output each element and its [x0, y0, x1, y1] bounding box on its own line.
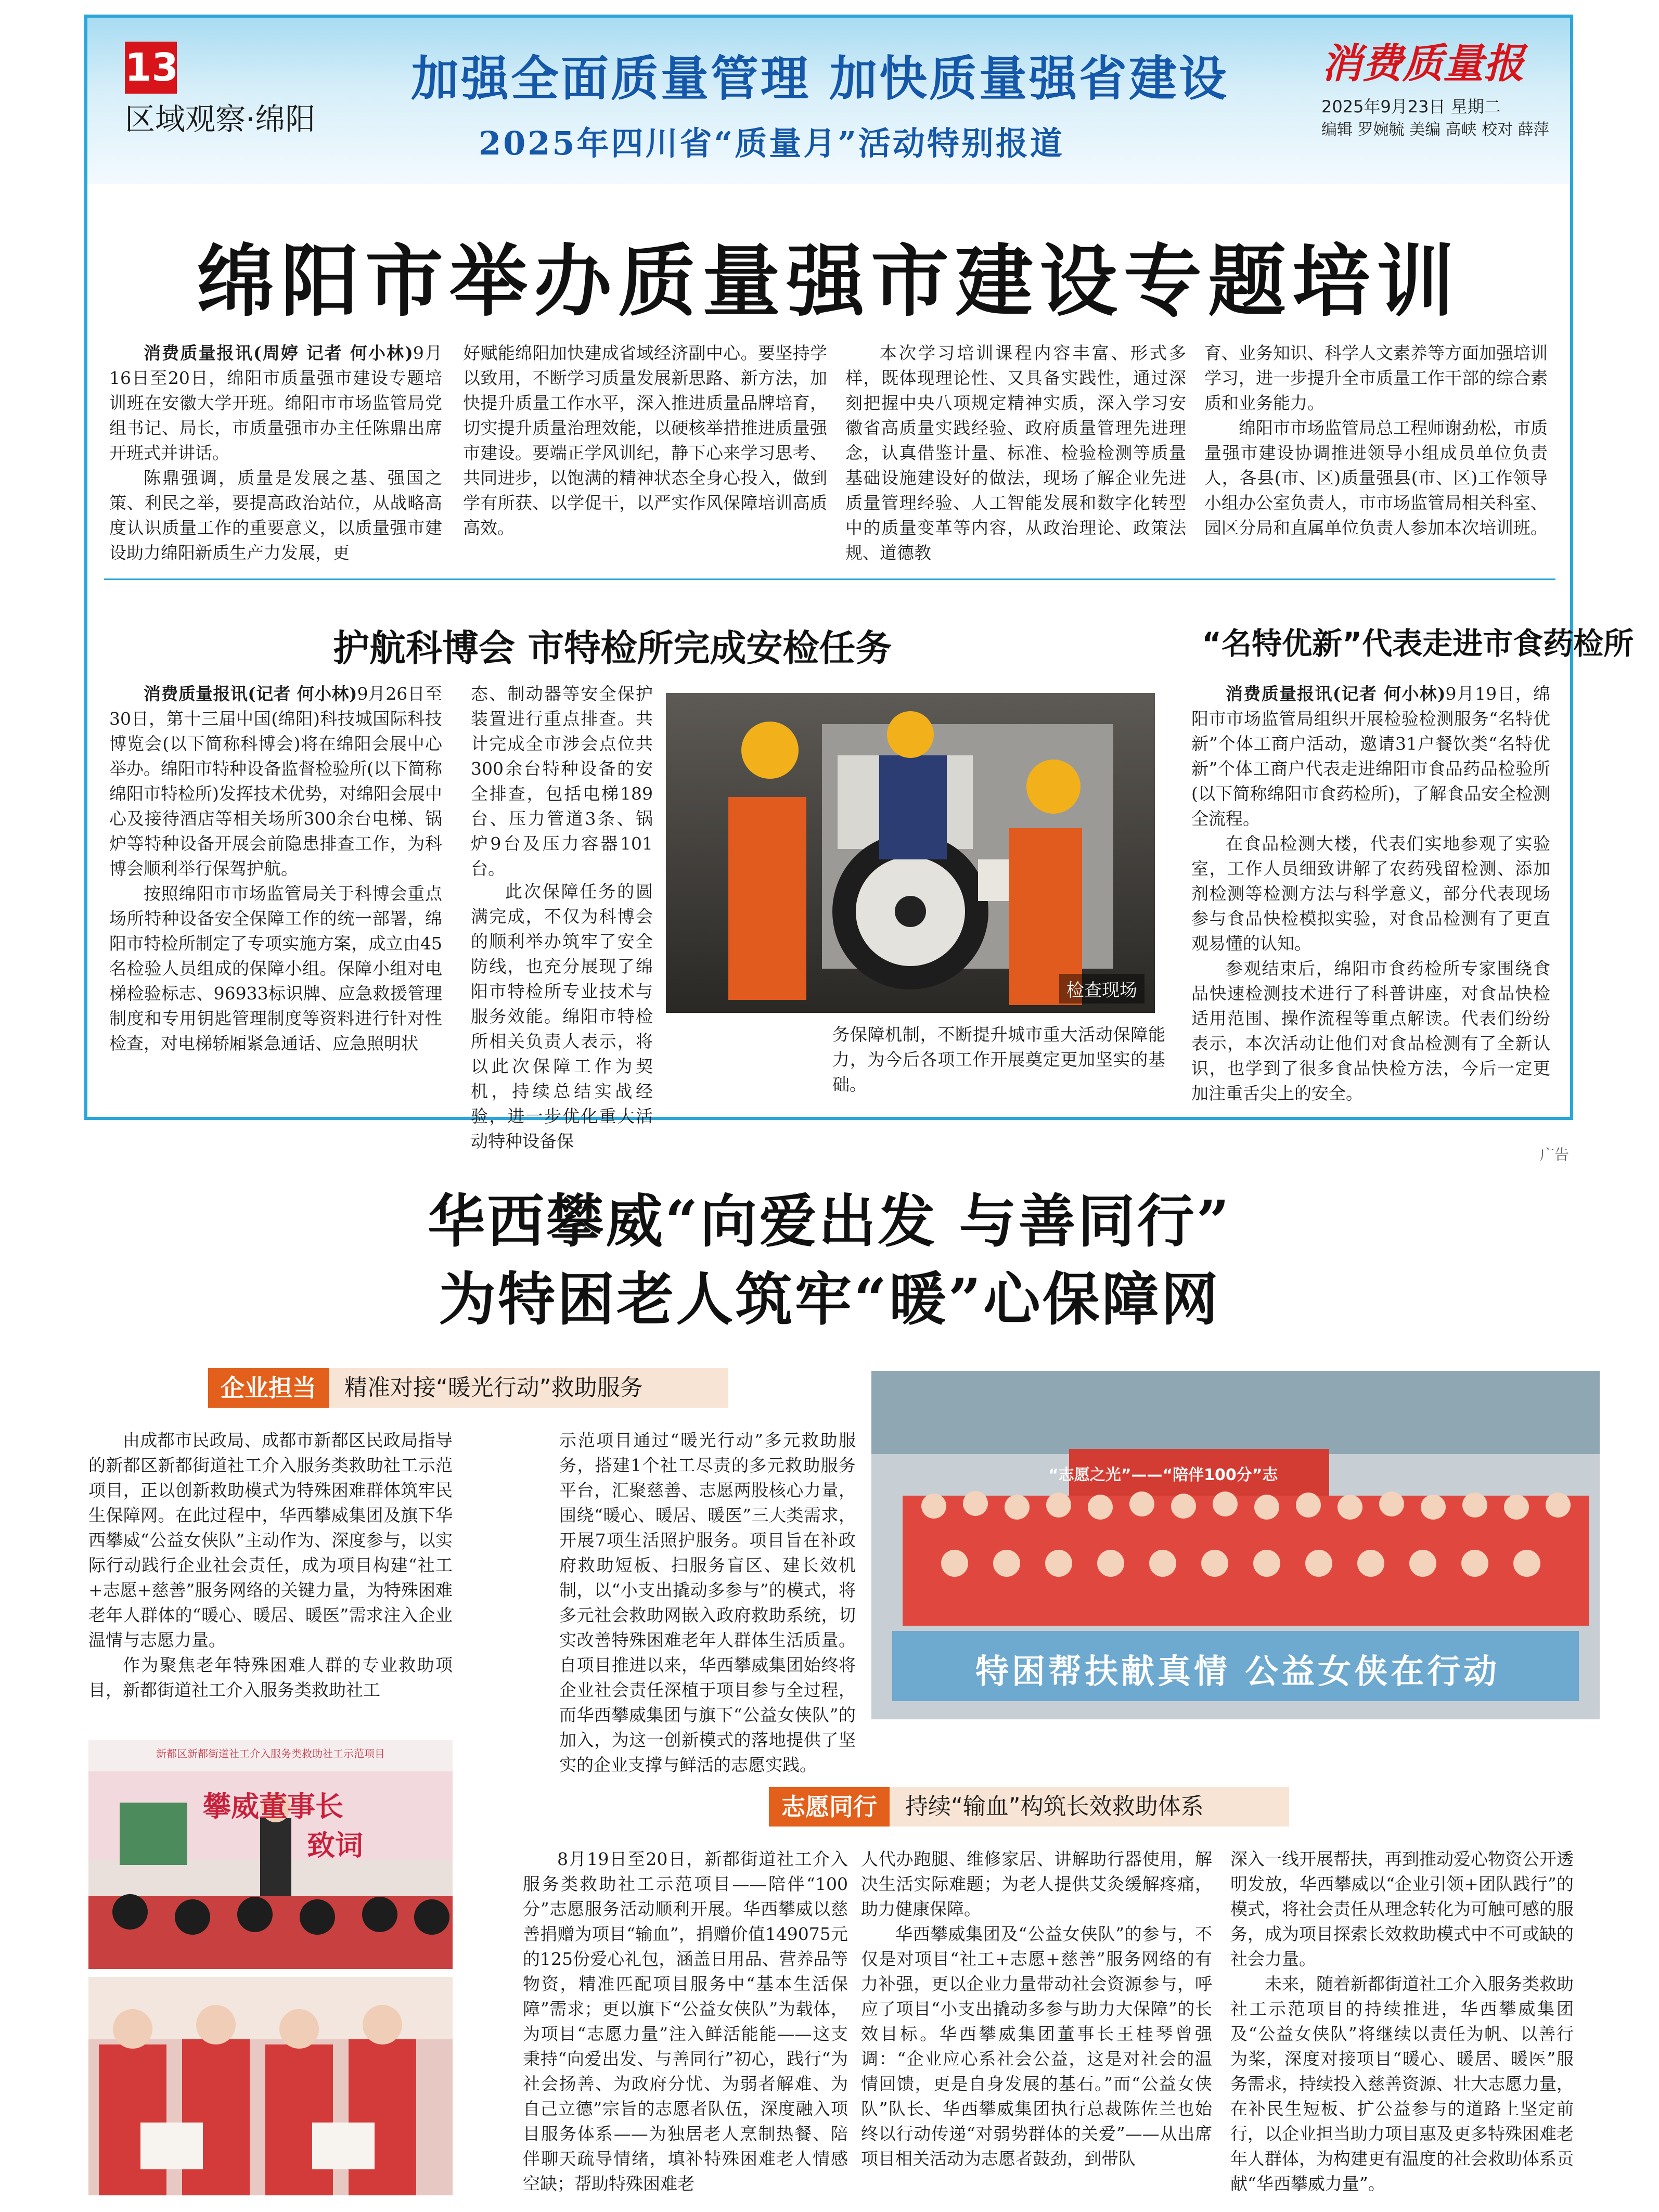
- article1-col2: [463, 341, 827, 541]
- ad-label: 广告: [1540, 1146, 1570, 1163]
- ad-section2-col2-p1: 人代办跑腿、维修家居、讲解助行器使用，解决生活实际难题；为老人提供艾灸缓解疼痛，助力健康保障。: [861, 1849, 1212, 1919]
- ad-section1-tag: 企业担当: [208, 1368, 329, 1408]
- speech-photo-header: 新都区新都街道社工介入服务类救助社工示范项目: [156, 1747, 385, 1760]
- article1-p2: 陈鼎强调，质量是发展之基、强国之策、利民之举，要提高政治站位，从战略高度认识质量工作的重要意义，以质量强市建设助力绵阳新质生产力发展，更: [109, 468, 442, 563]
- speech-photo-board-line1: 攀威董事长: [203, 1790, 343, 1823]
- ad-section2-col1-text: 8月19日至20日，新都街道社工介入服务类救助社工示范项目——陪伴“100分”志愿服务活动顺利开展。华西攀威以慈善捐赠为项目“输血”，捐赠价值149075元的125份爱心礼包，涵盖日用品、营养品等物资，精准匹配项目服务中“基本生活保障”需求；更以旗下“公益女侠队”为载体，为项目“志愿力量”注入鲜活能能——这支秉持“向爱出发、与善同行”初心，践行“为社会扬善、为政府分忧、为弱者解难、为自己立德”宗旨的志愿者队伍，深度融入项目服务体系——为独居老人烹制热餐、陪伴聊天疏导情绪，填补特殊困难老人情感空缺；帮助特殊困难老: [523, 1849, 848, 2194]
- article1-p1: 9月16日至20日，绵阳市质量强市建设专题培训班在安徽大学开班。绵阳市市场监管局党组书记、局长，市质量强市办主任陈鼎出席开班式并讲话。: [109, 343, 442, 463]
- article1-col4: [1204, 341, 1548, 541]
- brand-logo: 消费质量报: [1321, 41, 1525, 87]
- ad-section2-subtitle: 持续“输血”构筑长效救助体系: [890, 1787, 1289, 1827]
- article2-col3-text: 务保障机制，不断提升城市重大活动保障能力，为今后各项工作开展奠定更加坚实的基础。: [832, 1024, 1165, 1095]
- article1-title: 绵阳市举办质量强市建设专题培训: [196, 237, 1461, 327]
- ad-section2-header: [769, 1787, 1289, 1827]
- ad-title-line2: 为特困老人筑牢“暖”心保障网: [439, 1266, 1220, 1333]
- ad-section1-header: [208, 1368, 728, 1408]
- ad-section2-col1: [523, 1847, 848, 2196]
- volunteers-photo: [88, 1977, 453, 2195]
- ad-section2-col3-p1: 深入一线开展帮扶，再到推动爱心物资公开透明发放，华西攀威以“企业引领+团队践行”的模式，将社会责任从理念转化为可触可感的服务，成为项目探索长效救助模式中不可或缺的社会力量。: [1230, 1849, 1574, 1969]
- article2-lead: 消费质量报讯(记者 何小林): [144, 684, 357, 704]
- article3-lead: 消费质量报讯(记者 何小林): [1226, 684, 1446, 704]
- article3-col: [1191, 681, 1550, 1106]
- article2-col2-p2: 此次保障任务的圆满完成，不仅为科博会的顺利举办筑牢了安全防线，也充分展现了绵阳市特检所专业技术与服务效能。绵阳市特检所相关负责人表示，将以此次保障工作为契机，持续总结实战经验，进一步优化重大活动特种设备保: [471, 881, 653, 1151]
- inspection-photo-caption: 检查现场: [1059, 974, 1144, 1004]
- article1-col4-p1: 育、业务知识、科学人文素养等方面加强培训学习，进一步提升全市质量工作干部的综合素质和业务能力。: [1204, 343, 1548, 413]
- volunteers-photo-image: [88, 1977, 453, 2195]
- ad-section1-subtitle: 精准对接“暖光行动”救助服务: [329, 1368, 728, 1408]
- issue-date: 2025年9月23日 星期二: [1321, 97, 1501, 117]
- article1-col2-text: 好赋能绵阳加快建成省域经济副中心。要坚持学以致用，不断学习质量发展新思路、新方法，加快提升质量工作水平，深入推进质量品牌培育，切实提升质量治理效能，以硬核举措推进质量强市建设。要端正学风训纪，静下心来学习思考、共同进步，以饱满的精神状态全身心投入，做到学有所获、以学促干，以严实作风保障培训高质高效。: [463, 343, 827, 538]
- ad-section1-col1-p1: 由成都市民政局、成都市新都区民政局指导的新都区新都街道社工介入服务类救助社工示范项目，正以创新救助模式为特殊困难群体筑牢民生保障网。在此过程中，华西攀威集团及旗下华西攀威“公益女侠队”主动作为、深度参与，以实际行动践行企业社会责任，成为项目构建“社工+志愿+慈善”服务网络的关键力量，为特殊困难老年人群体的“暖心、暖居、暖医”需求注入企业温情与志愿力量。: [88, 1430, 453, 1650]
- ad-section1-col1: [88, 1428, 453, 1703]
- article2-p1: 9月26日至30日，第十三届中国(绵阳)科技城国际科技博览会(以下简称科博会)将在绵阳会展中心举办。绵阳市特种设备监督检验所(以下简称绵阳市特检所)发挥技术优势，对绵阳会展中心及接待酒店等相关场所300余台电梯、锅炉等特种设备开展会前隐患排查工作，为科博会顺利举行保驾护航。: [109, 684, 442, 879]
- ad-section1-col2-text: 示范项目通过“暖光行动”多元救助服务，搭建1个社工尽责的多元救助服务平台，汇聚慈善、志愿两股核心力量，围绕“暖心、暖居、暖医”三大类需求，开展7项生活照护服务。项目旨在补政府救助短板、扫服务盲区、建长效机制，以“小支出撬动多参与”的模式，将多元社会救助网嵌入政府救助系统，切实改善特殊困难老年人群体生活质量。自项目推进以来，华西攀威集团始终将企业社会责任深植于项目参与全过程，而华西攀威集团与旗下“公益女侠队”的加入，为这一创新模式的落地提供了坚实的企业支撑与鲜活的志愿实践。: [559, 1430, 856, 1775]
- ad-section2-col3: [1230, 1847, 1574, 2196]
- article2-col2-p1: 态、制动器等安全保护装置进行重点排查。共计完成全市涉会点位共300余台特种设备的安全排查，包括电梯189台、压力管道3条、锅炉9台及压力容器101台。: [471, 684, 653, 879]
- editors-credit: 编辑 罗婉毓 美编 高峡 校对 薛萍: [1321, 121, 1549, 139]
- article1-col3-text: 本次学习培训课程内容丰富、形式多样，既体现理论性、又具备实践性，通过深刻把握中央八项规定精神实质，深入学习安徽省高质量实践经验、政府质量管理先进理念，认真借鉴计量、标准、检验检测等质量基础设施建设好的做法，现场了解企业先进质量管理经验、人工智能发展和数字化转型中的质量变革等内容，从政治理论、政策法规、道德教: [845, 343, 1186, 563]
- article1-lead: 消费质量报讯(周婷 记者 何小林): [144, 343, 413, 363]
- article3-p3: 参观结束后，绵阳市食药检所专家围绕食品快速检测技术进行了科普讲座，对食品快检适用范围、操作流程等重点解读。代表们纷纷表示，本次活动让他们对食品检测有了全新认识，也学到了很多食品快检方法，今后一定更加注重舌尖上的安全。: [1191, 958, 1550, 1103]
- article2-col2: [471, 681, 653, 881]
- article1-col3: [845, 341, 1186, 565]
- article1-col4-p2: 绵阳市市场监管局总工程师谢劲松，市质量强市建设协调推进领导小组成员单位负责人，各县(市、区)质量强县(市、区)工作领导小组办公室负责人，市市场监管局相关科室、园区分局和直属单位负责人参加本次培训班。: [1204, 418, 1548, 538]
- header-headline: 加强全面质量管理 加快质量强省建设: [411, 51, 1229, 107]
- ad-title-line1: 华西攀威“向爱出发 与善同行”: [428, 1188, 1231, 1255]
- page-number: 13: [125, 42, 177, 94]
- ad-section2-col2: [861, 1847, 1212, 2171]
- article2-col2b: [471, 879, 653, 1154]
- speech-photo-image: [88, 1740, 453, 1969]
- group-photo: [871, 1371, 1600, 1719]
- article2-title: 护航科博会 市特检所完成安检任务: [333, 627, 892, 670]
- ad-section1-col2: [559, 1428, 856, 1778]
- ad-section2-col3-p2: 未来，随着新都街道社工介入服务类救助社工示范项目的持续推进，华西攀威集团及“公益女侠队”将继续以责任为帆、以善行为桨，深度对接项目“暖心、暖居、暖医”服务需求，持续投入慈善资源、壮大志愿力量，在补民生短板、扩公益参与的道路上坚定前行，以企业担当助力项目惠及更多特殊困难老年人群体，为构建更有温度的社会救助体系贡献“华西攀威力量”。: [1230, 1974, 1574, 2194]
- ad-section1-col1-p2: 作为聚焦老年特殊困难人群的专业救助项目，新都街道社工介入服务类救助社工: [88, 1655, 453, 1700]
- article2-col1: [109, 681, 442, 1056]
- group-photo-banner: 特困帮扶献真情 公益女侠在行动: [975, 1653, 1500, 1691]
- speech-photo-board-line2: 致词: [307, 1829, 363, 1862]
- divider: [104, 578, 1555, 580]
- section-label: 区域观察·绵阳: [125, 101, 316, 137]
- article3-p1: 9月19日，绵阳市市场监管局组织开展检验检测服务“名特优新”个体工商户活动，邀请31户餐饮类“名特优新”个体工商户代表走进绵阳市食品药品检验所(以下简称绵阳市食药检所)，了解食品安全检测全流程。: [1191, 684, 1550, 829]
- ad-section2-col2-p2: 华西攀威集团及“公益女侠队”的参与，不仅是对项目“社工+志愿+慈善”服务网络的有力补强，更以企业力量带动社会资源参与，呼应了项目“小支出撬动多参与助力大保障”的长效目标。华西攀威集团董事长王桂琴曾强调：“企业应心系社会公益，这是对社会的温情回馈，更是自身发展的基石。”而“公益女侠队”队长、华西攀威集团执行总裁陈佐兰也始终以行动传递“对弱势群体的关爱”——从出席项目相关活动为志愿者鼓劲，到带队: [861, 1924, 1212, 2169]
- inspection-photo: [666, 693, 1155, 1013]
- article3-title: “名特优新”代表走进市食药检所: [1202, 626, 1634, 661]
- article3-p2: 在食品检测大楼，代表们实地参观了实验室，工作人员细致讲解了农药残留检测、添加剂检测等检测方法与科学意义，部分代表现场参与食品快检模拟实验，对食品检测有了更直观易懂的认知。: [1191, 833, 1550, 954]
- ad-section2-tag: 志愿同行: [769, 1787, 890, 1827]
- article1-col1: [109, 341, 442, 565]
- inspection-photo-image: [666, 693, 1155, 1013]
- article2-col3: [832, 1022, 1165, 1097]
- speech-photo: [88, 1740, 453, 1969]
- group-photo-board: “志愿之光”——“陪伴100分”志: [1048, 1466, 1278, 1484]
- article2-p2: 按照绵阳市市场监管局关于科博会重点场所特种设备安全保障工作的统一部署，绵阳市特检所制定了专项实施方案，成立由45名检验人员组成的保障小组。保障小组对电梯检验标志、96933标识牌、应急救援管理制度和专用钥匙管理制度等资料进行针对性检查，对电梯轿厢紧急通话、应急照明状: [109, 883, 442, 1053]
- header-subheadline: 2025年四川省“质量月”活动特别报道: [479, 124, 1064, 162]
